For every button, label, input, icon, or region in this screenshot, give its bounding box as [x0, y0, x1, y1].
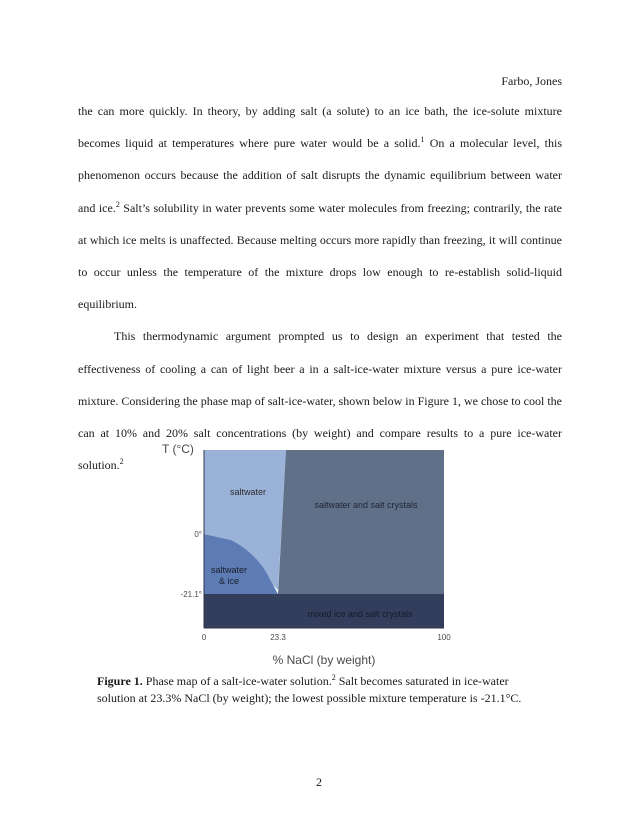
paragraph-1-text-b: On a molecular level, this phenomenon occurs because the addition of salt disrupts the dynamic equilibrium between water and ice. — [78, 136, 562, 215]
figure-label: Figure 1. — [97, 674, 143, 688]
phase-map-figure — [156, 440, 456, 670]
label-saltwater-ice-line1: saltwater — [210, 565, 248, 575]
y-tick-0: 0° — [194, 530, 202, 539]
citation-2: 2 — [115, 199, 120, 209]
body-text — [78, 95, 562, 481]
y-tick-minus-21: -21.1° — [180, 590, 202, 599]
paragraph-2-text: This thermodynamic argument prompted us to design an experiment that tested the effectiveness of cooling a can of light beer a in a salt-ice-water mixture versus a pure ice-water mixture. Considering the phase map of salt-ice-water, shown below in Figure 1, we chose to cool the can at 10% and 20% salt concentrations (by weight) and compare results to a pure ice-water solution. — [78, 329, 562, 473]
x-axis-label: % NaCl (by weight) — [272, 653, 376, 667]
label-saltwater-ice-line2: & ice — [218, 576, 240, 586]
y-axis-label: T (°C) — [162, 442, 194, 456]
paragraph-1 — [78, 95, 562, 320]
paragraph-1-text-a: the can more quickly. In theory, by adding salt (a solute) to an ice bath, the ice-solute mixture becomes liquid at temperatures where pure water would be a solid. — [78, 104, 562, 151]
running-header: Farbo, Jones — [501, 74, 562, 88]
label-mixed-ice-and-salt-crystals: mixed ice and salt crystals — [307, 609, 413, 619]
caption-text-a: Phase map of a salt-ice-water solution. — [142, 674, 332, 688]
x-tick-0: 0 — [201, 633, 207, 642]
x-tick-100: 100 — [437, 633, 451, 642]
region-saltwater-and-salt-crystals — [278, 450, 444, 594]
label-saltwater: saltwater — [229, 487, 267, 497]
phase-map-diagram — [156, 440, 456, 670]
citation-1: 1 — [420, 135, 425, 145]
figure-caption — [97, 673, 547, 707]
x-tick-23: 23.3 — [270, 633, 286, 642]
caption-text-b: Salt becomes saturated in ice-water solution at 23.3% NaCl (by weight); the lowest possible mixture temperature is -21.1°C. — [97, 674, 522, 705]
paragraph-1-text-c: Salt’s solubility in water prevents some water molecules from freezing; contrarily, the rate at which ice melts is unaffected. Because melting occurs more rapidly than freezing, it will continue to occur unless the temperature of the mixture drops low enough to re-establish solid-liquid equilibrium. — [78, 200, 563, 312]
label-saltwater-and-salt-crystals: saltwater and salt crystals — [314, 500, 418, 510]
citation-3: 2 — [119, 457, 124, 467]
page-number: 2 — [316, 775, 322, 789]
caption-citation: 2 — [331, 673, 336, 682]
